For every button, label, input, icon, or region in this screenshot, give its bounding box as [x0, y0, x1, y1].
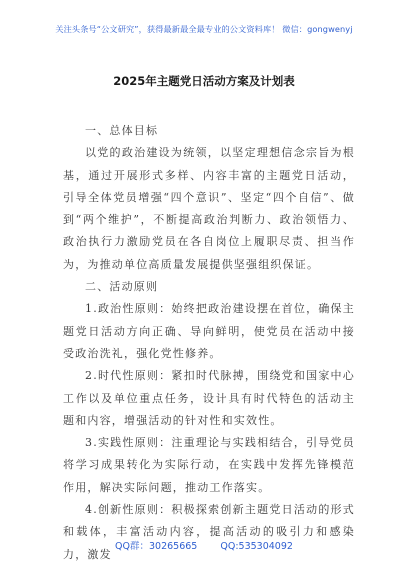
section-heading-goals: 一、总体目标 [85, 124, 159, 137]
document-body [63, 120, 355, 566]
paragraph-principle-innovation: 4.创新性原则：积极探索创新主题党日活动的形式和载体，丰富活动内容，提高活动的吸引力和感染力，激发 [63, 503, 355, 561]
paragraph-principle-era: 2.时代性原则：紧扣时代脉搏，围绕党和国家中心工作以及单位重点任务，设计具有时代特色的活动主题和内容，增强活动的针对性和实效性。 [63, 369, 355, 427]
paragraph-principle-political: 1.政治性原则：始终把政治建设摆在首位，确保主题党日活动方向正确、导向鲜明，使党员在活动中接受政治洗礼，强化党性修养。 [63, 302, 355, 360]
footer-contact [0, 538, 408, 552]
qq-group-text: QQ群：30265665 [115, 541, 198, 552]
qq-number-text: QQ:535304092 [220, 541, 293, 552]
document-title: 2025年主题党日活动方案及计划表 [113, 74, 295, 88]
paragraph-goals: 以党的政治建设为统领，以坚定理想信念宗旨为根基，通过开展形式多样、内容丰富的主题党日活动，引导全体党员增强“四个意识”、坚定“四个自信”、做到“两个维护”，不断提高政治判断力、政治领悟力、政治执行力激励党员在各自岗位上履职尽责、担当作为，为推动单位高质量发展提供坚强组织保证。 [63, 146, 355, 271]
header-note: 关注头条号“公文研究”，获得最新最全最专业的公文资料库！ 微信：gongwenyj [55, 24, 353, 34]
section-heading-principles: 二、活动原则 [85, 280, 159, 294]
paragraph-principle-practice: 3.实践性原则：注重理论与实践相结合，引导党员将学习成果转化为实际行动，在实践中发挥先锋模范作用，解决实际问题，推动工作落实。 [63, 436, 355, 494]
